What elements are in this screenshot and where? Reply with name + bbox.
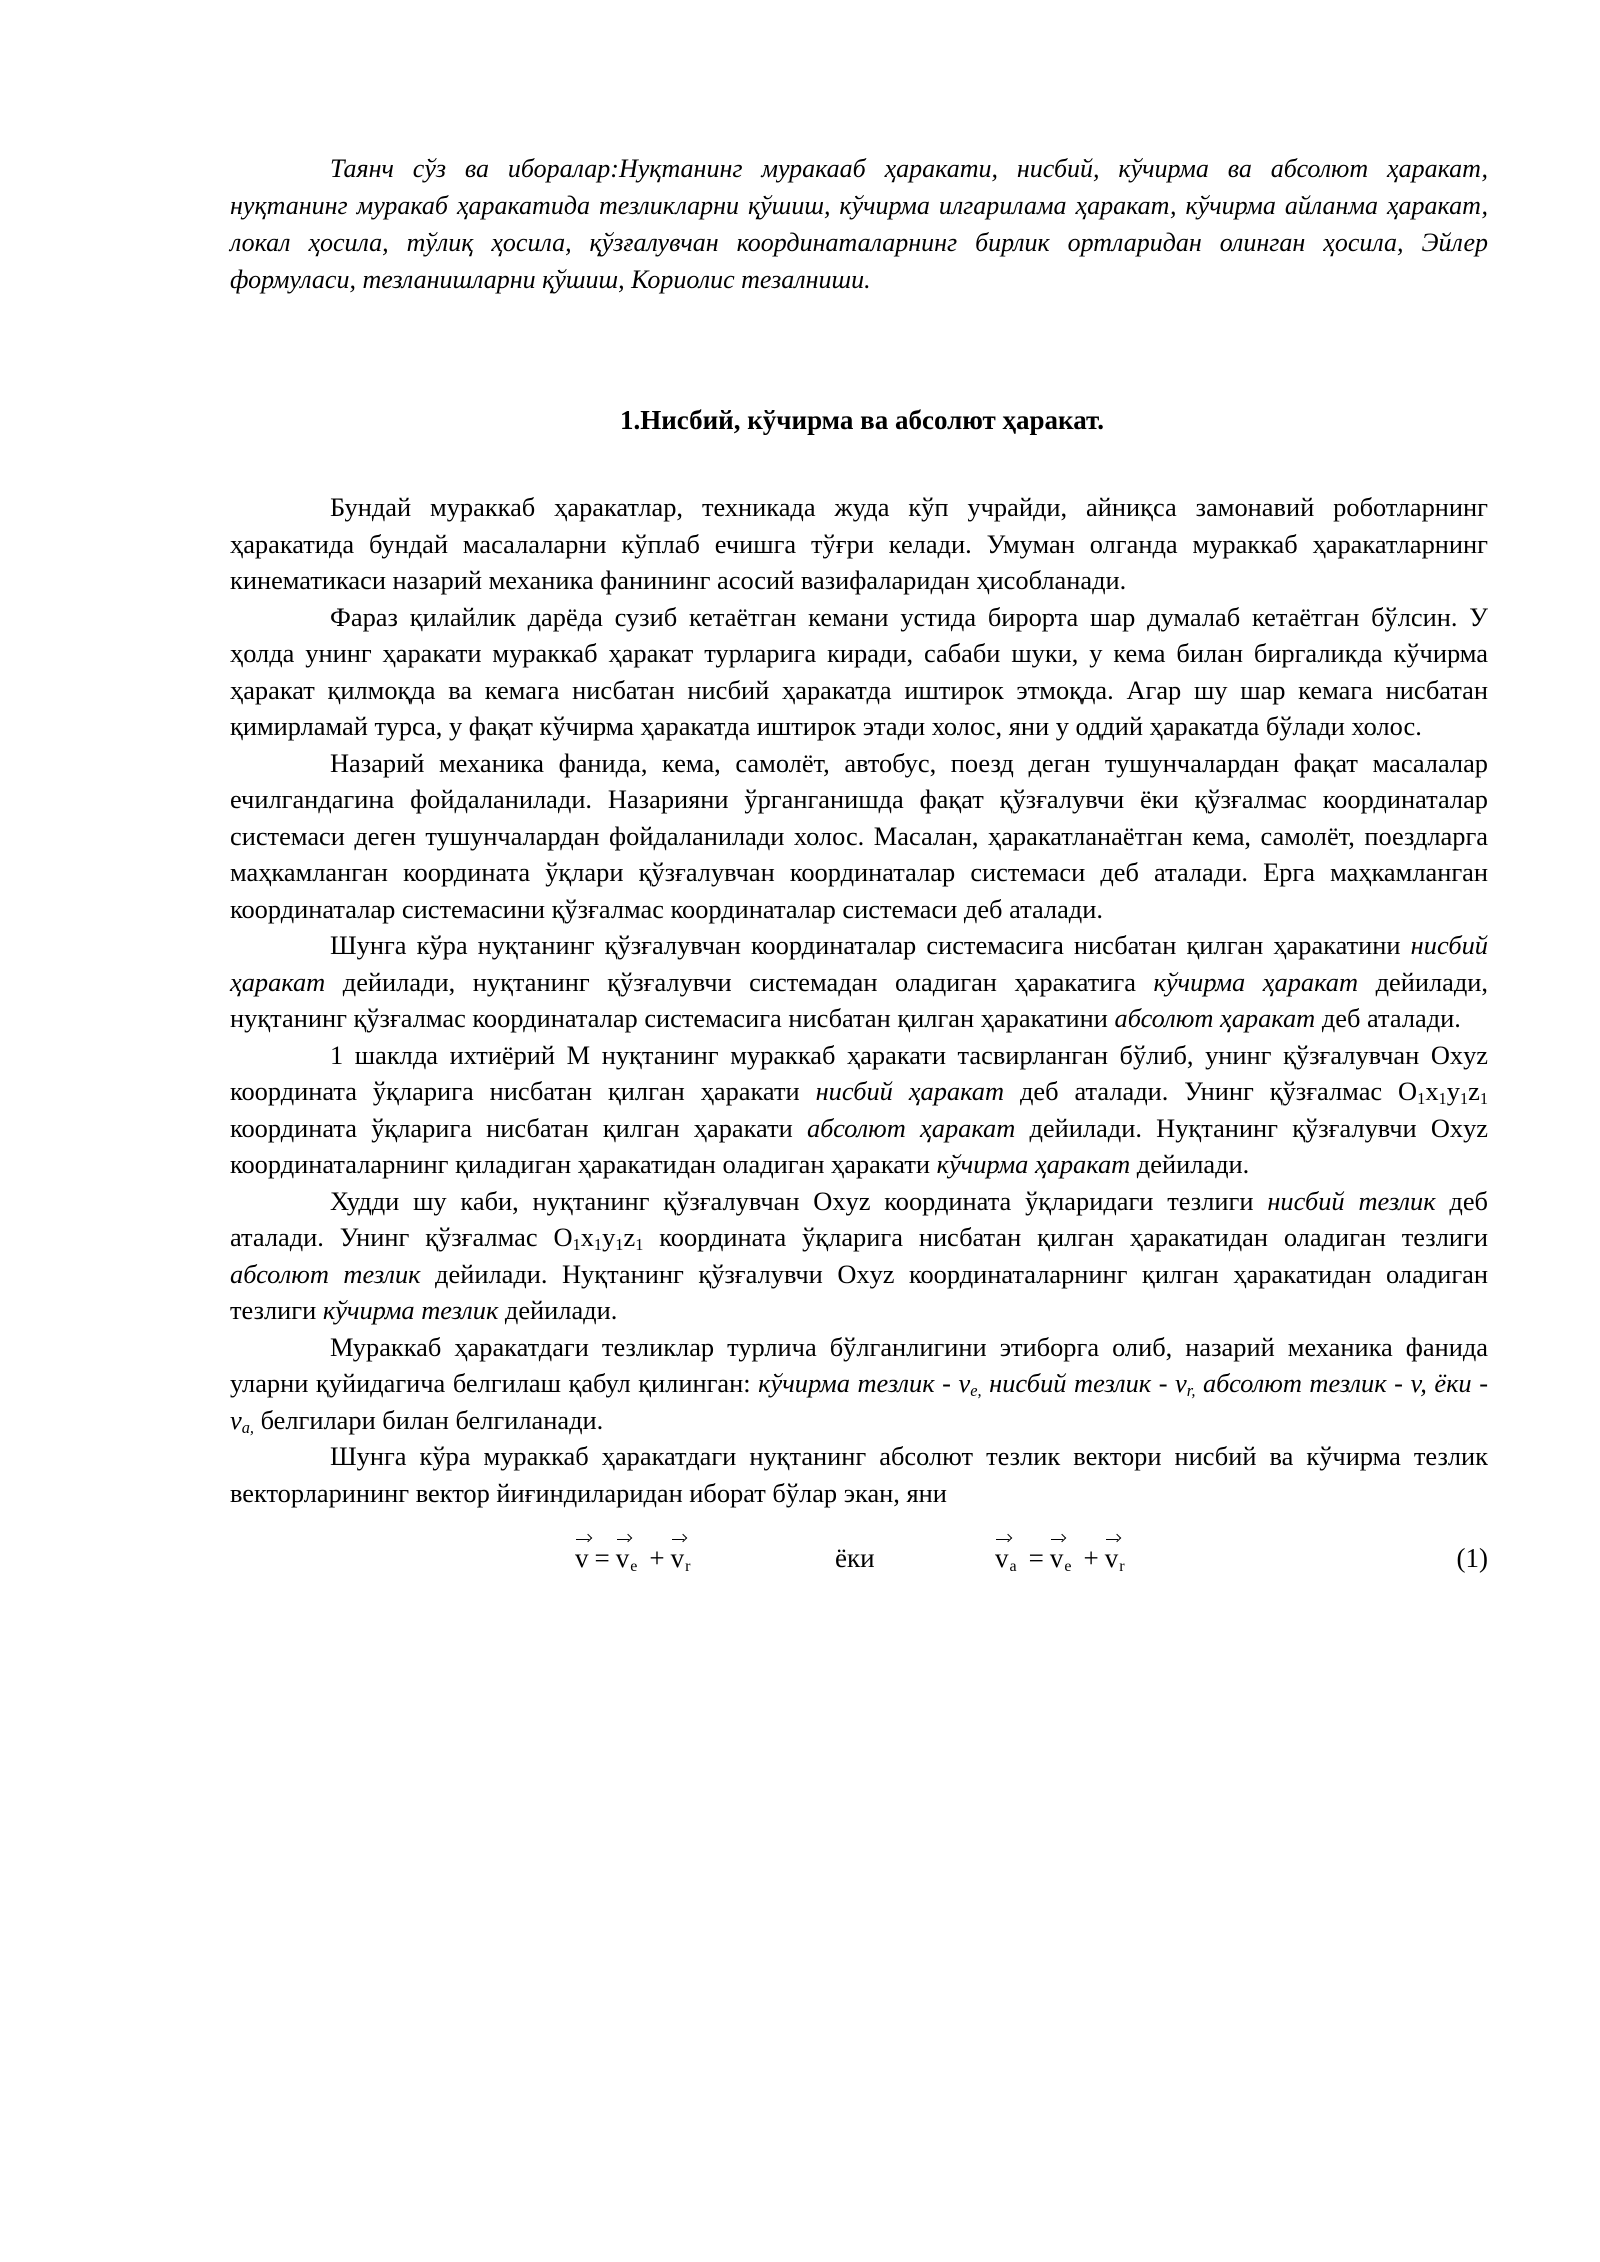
equals-sign: = — [1028, 1543, 1044, 1573]
text-run: координата ўқларига нисбатан қилган ҳаракати — [230, 1112, 807, 1143]
subscript-e: e — [1064, 1558, 1072, 1575]
paragraph-8: Шунга кўра мураккаб ҳаракатдаги нуқтанинг абсолют тезлик вектори нисбий ва кўчирма тезлик векторларининг вектор йиғиндиларидан иборат бўлар экан, яни — [230, 1441, 1488, 1508]
paragraph-7 — [230, 1329, 1488, 1439]
text-run: деб аталади. — [1315, 1003, 1461, 1033]
subscript-a: a — [1009, 1558, 1017, 1575]
paragraph-6 — [230, 1183, 1488, 1329]
term-relative-motion: нисбий ҳаракат — [230, 930, 1488, 997]
section-heading: 1.Нисбий, кўчирма ва абсолют ҳаракат. — [620, 405, 1104, 435]
term-absolute-motion: абсолют ҳаракат — [1114, 1003, 1316, 1033]
subscript: 1 — [593, 1235, 603, 1255]
term-transport-velocity-symbol: кўчирма тезлик - v — [758, 1368, 971, 1398]
vector-v: v — [995, 1543, 1009, 1573]
vector-v: v — [1104, 1543, 1119, 1573]
subscript: e, — [970, 1381, 982, 1401]
text-run: Худди шу каби, нуқтанинг қўзғалувчан Oxyz координата ўқларидаги тезлиги — [330, 1185, 1268, 1216]
subscript: 1 — [635, 1235, 644, 1255]
vector-v: v — [575, 1543, 589, 1573]
text-run: дейилади. Нуқтанинг қўзғалувчи Oxyz координаталарнинг қилган ҳаракатидан оладиган тезлиги — [230, 1258, 1488, 1325]
paragraph-1: Бундай мураккаб ҳаракатлар, техникада жуда кўп учрайди, айниқса замонавий роботларнинг ҳаракатида бундай масалаларни кўплаб ечишга тўғри келади. Умуман олганда мураккаб ҳаракатларнинг кинематикаси назарий механика фанининг асосий вазифаларидан ҳисобланади. — [230, 492, 1488, 595]
body-text — [230, 489, 1488, 1511]
paragraph-5 — [230, 1037, 1488, 1183]
term-relative-motion: нисбий ҳаракат — [815, 1076, 1005, 1106]
text-run: координата ўқларига нисбатан қилган ҳаракатидан оладиган тезлиги — [643, 1222, 1488, 1252]
text-run: Шунга кўра нуқтанинг қўзғалувчан координаталар системасига нисбатан қилган ҳаракатини — [330, 930, 1411, 960]
plus-sign: + — [1083, 1543, 1099, 1573]
subscript: a, — [241, 1417, 254, 1437]
formula-left — [575, 1543, 696, 1576]
keywords-paragraph — [230, 150, 1488, 298]
text-run: деб аталади. Унинг қўзғалмас O — [1004, 1076, 1418, 1106]
subscript: 1 — [572, 1235, 581, 1255]
paragraph-4 — [230, 927, 1488, 1037]
keywords-label: Таянч сўз ва иборалар: — [330, 154, 619, 183]
vector-v: v — [1049, 1543, 1064, 1573]
term-absolute-velocity-symbol: абсолют тезлик - v, ёки - v — [230, 1368, 1488, 1435]
velocity-addition-formula — [230, 1539, 1488, 1589]
vector-v: v — [615, 1543, 630, 1573]
term-relative-velocity: нисбий тезлик — [1267, 1185, 1436, 1216]
formula-number: (1) — [1456, 1543, 1488, 1573]
keywords-text: Нуқтанинг муракааб ҳаракати, нисбий, кўчирма ва абсолют ҳаракат, нуқтанинг муракаб ҳаракатида тезликларни қўшиш, кўчирма илгарилама ҳаракат, кўчирма айланма ҳаракат, локал ҳосила, тўлиқ ҳосила, қўзғалувчан координаталарнинг бирлик ортларидан олинган ҳосила, Эйлер формуласи, тезланишларни қўшиш, Кориолис тезалниши. — [230, 154, 1489, 294]
text-run: z — [1468, 1076, 1480, 1106]
document-page — [230, 150, 1488, 1589]
text-run: x — [580, 1222, 594, 1252]
term-transport-motion: кўчирма ҳаракат — [1153, 966, 1359, 997]
term-relative-velocity-symbol: нисбий тезлик - v — [989, 1368, 1187, 1398]
subscript: 1 — [1479, 1089, 1488, 1109]
subscript: 1 — [1417, 1089, 1426, 1109]
formula-right — [995, 1543, 1131, 1576]
equals-sign: = — [594, 1543, 610, 1573]
subscript-e: e — [630, 1558, 638, 1575]
term-transport-motion: кўчирма ҳаракат — [936, 1149, 1131, 1179]
text-run: x — [1425, 1076, 1439, 1106]
subscript: 1 — [1438, 1089, 1447, 1109]
text-run: белгилари билан белгиланади. — [254, 1404, 604, 1435]
subscript: 1 — [615, 1235, 624, 1255]
paragraph-3: Назарий механика фанида, кема, самолёт, автобус, поезд деган тушунчалардан фақат масалалар ечилгандагина фойдаланилади. Назарияни ўрганганишда фақат қўзғалувчи ёки қўзғалмас координаталар системаси деген тушунчалардан фойдаланилади холос. Масалан, ҳаракатланаётган кема, самолёт, поездларга маҳкамланган координата ўқлари қўзғалувчан координаталар системаси деб аталади. Ерга маҳкамланган координаталар системасини қўзғалмас координаталар системаси деб аталади. — [230, 747, 1488, 924]
text-run: дейилади, нуқтанинг қўзғалмас координаталар системасига нисбатан қилган ҳаракатини — [230, 966, 1488, 1033]
text-run: 1 шаклда ихтиёрий М нуқтанинг мураккаб ҳаракати тасвирланган бўлиб, унинг қўзғалувчан Oxyz координата ўқларига нисбатан қилган ҳаракати — [230, 1039, 1488, 1106]
subscript-r: r — [1119, 1558, 1125, 1575]
text-run: y — [1446, 1076, 1460, 1106]
subscript: r, — [1186, 1381, 1196, 1401]
subscript-r: r — [685, 1558, 691, 1575]
text-run: дейилади, нуқтанинг қўзғалувчи системадан оладиган ҳаракатига — [325, 966, 1154, 997]
text-run: дейилади. — [1130, 1149, 1250, 1179]
term-absolute-velocity: абсолют тезлик — [230, 1258, 421, 1289]
text-run: Мураккаб ҳаракатдаги тезликлар турлича бўлганлигини этиборга олиб, назарий механика фанида уларни қуйидагича белгилаш қабул қилинган: — [230, 1331, 1488, 1398]
term-transport-velocity: кўчирма тезлик — [322, 1295, 499, 1325]
text-run: деб аталади. Унинг қўзғалмас O — [230, 1185, 1488, 1252]
text-run: дейилади. Нуқтанинг қўзғалувчи Oxyz координаталарнинг қиладиган ҳаракатидан оладиган ҳаракати — [230, 1112, 1488, 1179]
text-run: z — [623, 1222, 636, 1252]
paragraph-2: Фараз қилайлик дарёда сузиб кетаётган кемани устида бирорта шар думалаб кетаётган бўлсин. У ҳолда унинг ҳаракати мураккаб ҳаракат турларига киради, сабаби шуки, у кема билан биргаликда кўчирма ҳаракат қилмоқда ва кемага нисбатан нисбий ҳаракатда иштирок этмоқда. Агар шу шар кемага нисбатан қимирламай турса, у фақат кўчирма ҳаракатда иштирок этади холос, яни у оддий ҳаракатда бўлади холос. — [230, 601, 1488, 741]
subscript: 1 — [1459, 1089, 1469, 1109]
formula-or-word: ёки — [835, 1543, 875, 1573]
plus-sign: + — [649, 1543, 665, 1573]
term-absolute-motion: абсолют ҳаракат — [806, 1112, 1016, 1143]
text-run: y — [602, 1222, 616, 1252]
text-run: дейилади. — [498, 1295, 618, 1325]
vector-v: v — [670, 1543, 685, 1573]
